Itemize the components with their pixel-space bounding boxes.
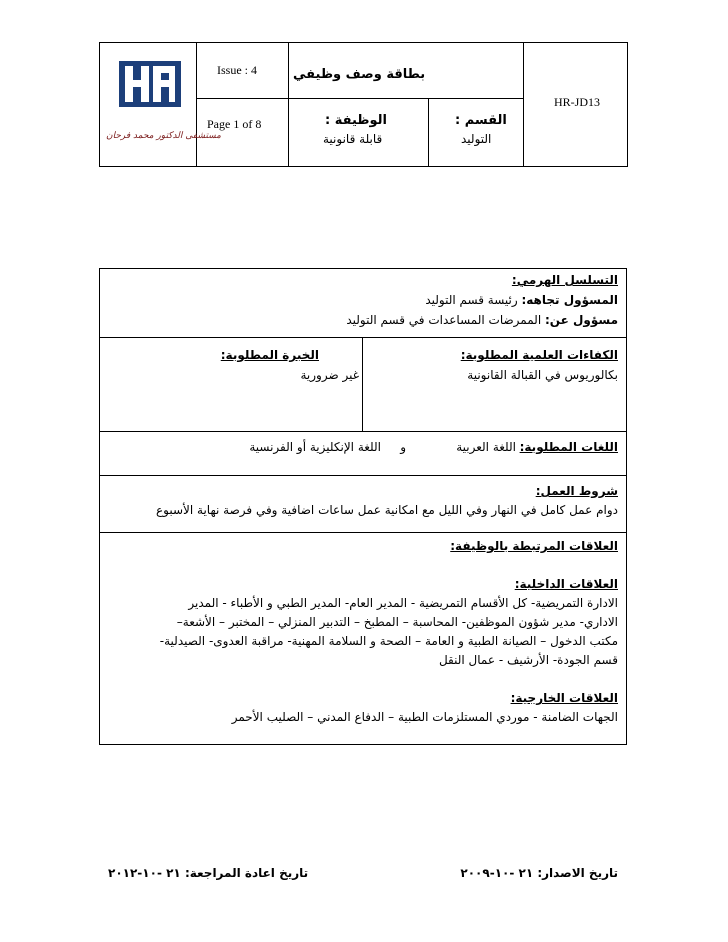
job-label: : الوظيفة xyxy=(325,113,388,128)
languages-section xyxy=(99,431,627,476)
qualifications-heading: الكفاءات العلمية المطلوبة: xyxy=(460,348,618,362)
department-cell xyxy=(429,99,524,167)
title-cell xyxy=(289,43,524,99)
language-arabic: اللغة العربية xyxy=(456,440,516,454)
language-other: اللغة الإنكليزية أو الفرنسية xyxy=(249,440,381,454)
header-table xyxy=(99,42,628,167)
internal-relations-heading: العلاقات الداخلية: xyxy=(514,577,618,591)
languages-heading: اللغات المطلوبة: xyxy=(519,440,618,454)
internal-relations-line-2: الاداري- مدير شؤون الموظفين- المحاسبة – المطبخ – التدبير المنزلي – المختبر – الأشعة– xyxy=(176,615,618,629)
internal-relations-line-4: قسم الجودة- الأرشيف - عمال النقل xyxy=(438,653,618,667)
responsible-for-line xyxy=(346,313,618,327)
page-cell xyxy=(197,99,289,167)
department-label: القسم : xyxy=(455,113,507,128)
language-and: و xyxy=(400,440,406,454)
hospital-logo-icon xyxy=(111,57,189,127)
qualifications-section xyxy=(99,337,627,432)
document-code: HR-JD13 xyxy=(554,95,601,109)
work-conditions-section xyxy=(99,475,627,533)
qualifications-divider xyxy=(362,338,363,431)
responsible-to-label: المسؤول تجاهه: xyxy=(521,293,618,307)
internal-relations-line-3: مكتب الدخول – الصيانة الطبية و العامة – الصحة و السلامة المهنية- مراقبة العدوى- الصيدلية- xyxy=(159,634,618,648)
responsible-to-line xyxy=(425,293,618,307)
experience-value: غير ضرورية xyxy=(300,368,359,382)
responsible-for-value: الممرضات المساعدات في قسم التوليد xyxy=(346,313,545,327)
issue-cell xyxy=(197,43,289,99)
code-cell xyxy=(524,43,628,167)
logo-cell xyxy=(100,43,221,167)
work-conditions-value: دوام عمل كامل في النهار وفي الليل مع امكانية عمل ساعات اضافية وفي فرصة نهاية الأسبوع xyxy=(156,503,618,517)
department-value: التوليد xyxy=(461,132,492,146)
experience-heading: الخبرة المطلوبة: xyxy=(220,348,319,362)
work-conditions-heading: شروط العمل: xyxy=(535,484,618,498)
internal-relations-line-1: الادارة التمريضية- كل الأقسام التمريضية - المدير العام- المدير الطبي و الأطباء - المدير xyxy=(188,596,618,610)
job-value: قابلة قانونية xyxy=(323,132,383,146)
relations-section xyxy=(99,532,627,745)
issue-number: Issue : 4 xyxy=(217,63,257,77)
external-relations-heading: العلاقات الخارجية: xyxy=(510,691,618,705)
responsible-for-label: مسؤول عن: xyxy=(544,313,618,327)
page-number: Page 1 of 8 xyxy=(207,117,262,131)
qualifications-value: بكالوريوس في القبالة القانونية xyxy=(467,368,618,382)
job-cell xyxy=(289,99,429,167)
document-title: بطاقة وصف وظيفي xyxy=(293,67,426,82)
responsible-to-value: رئيسة قسم التوليد xyxy=(425,293,522,307)
external-relations-value: الجهات الضامنة - موردي المستلزمات الطبية – الدفاع المدني – الصليب الأحمر xyxy=(231,710,618,724)
hierarchy-section xyxy=(99,268,627,338)
review-date: تاريخ اعادة المراجعة: ٢١ -١٠-٢٠١٢ xyxy=(108,866,309,880)
hierarchy-heading: التسلسل الهرمي: xyxy=(511,273,618,287)
issue-date: تاريخ الاصدار: ٢١ -١٠-٢٠٠٩ xyxy=(460,866,618,880)
relations-heading: العلاقات المرتبطة بالوظيفة: xyxy=(450,539,618,553)
logo-caption: مستشفى الدكتور محمد فرحان xyxy=(106,131,221,141)
